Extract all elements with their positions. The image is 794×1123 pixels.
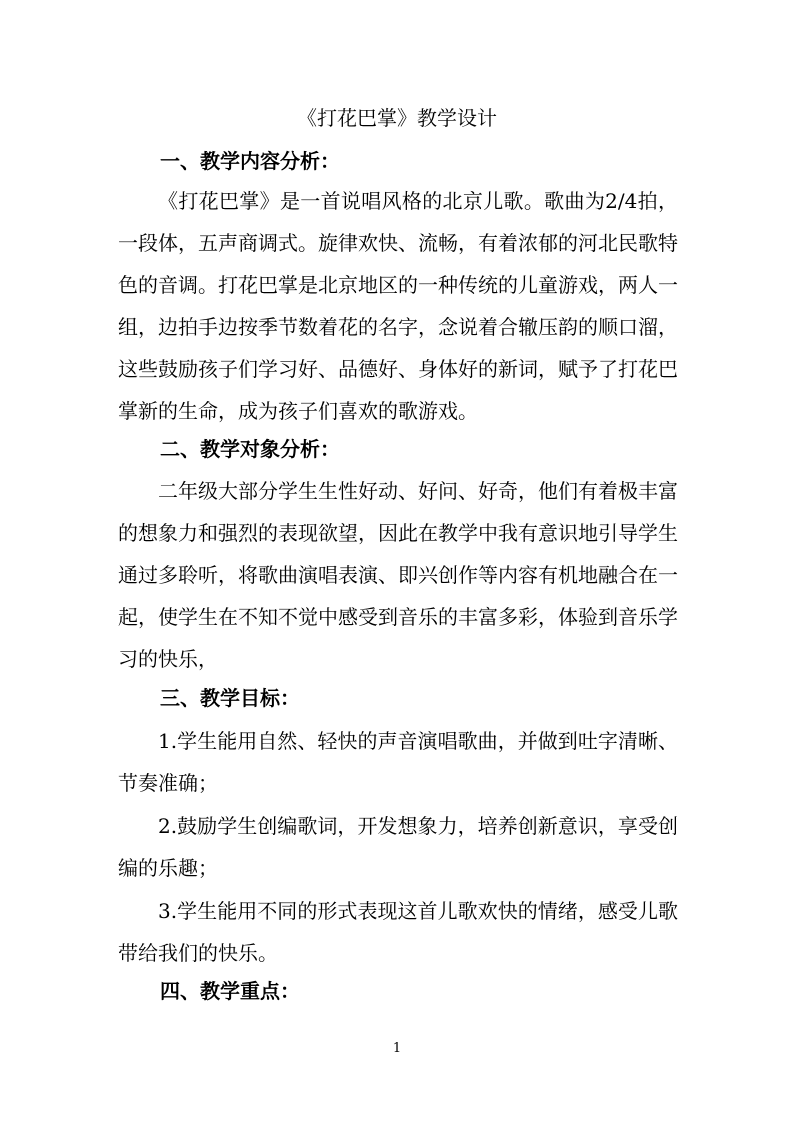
paragraph-content-analysis: 《打花巴掌》是一首说唱风格的北京儿歌。歌曲为2/4拍，一段体，五声商调式。旋律欢快、流畅，有着浓郁的河北民歌特色的音调。打花巴掌是北京地区的一种传统的儿童游戏，两人一组，边拍手边按季节数着花的名字，念说着合辙压韵的顺口溜，这些鼓励孩子们学习好、品德好、身体好的新词，赋予了打花巴掌新的生命，成为孩子们喜欢的歌游戏。 xyxy=(118,189,678,423)
objective-item-3: 3.学生能用不同的形式表现这首儿歌欢快的情绪，感受儿歌带给我们的快乐。 xyxy=(118,899,678,965)
page-number: 1 xyxy=(392,1041,402,1056)
document-title: 《打花巴掌》教学设计 xyxy=(297,106,497,130)
objective-item-2: 2.鼓励学生创编歌词，开发想象力，培养创新意识，享受创编的乐趣； xyxy=(118,814,678,880)
objective-item-1: 1.学生能用自然、轻快的声音演唱歌曲，并做到吐字清晰、节奏准确； xyxy=(118,729,678,795)
section-heading-key-points: 四、教学重点： xyxy=(160,979,300,1003)
paragraph-student-analysis: 二年级大部分学生生性好动、好问、好奇，他们有着极丰富的想象力和强烈的表现欲望，因此在教学中我有意识地引导学生通过多聆听，将歌曲演唱表演、即兴创作等内容有机地融合在一起，使学生在不知不觉中感受到音乐的丰富多彩，体验到音乐学习的快乐， xyxy=(118,479,678,671)
section-heading-objectives: 三、教学目标： xyxy=(160,686,300,710)
section-heading-content-analysis: 一、教学内容分析： xyxy=(160,149,340,173)
section-heading-student-analysis: 二、教学对象分析： xyxy=(160,437,340,461)
